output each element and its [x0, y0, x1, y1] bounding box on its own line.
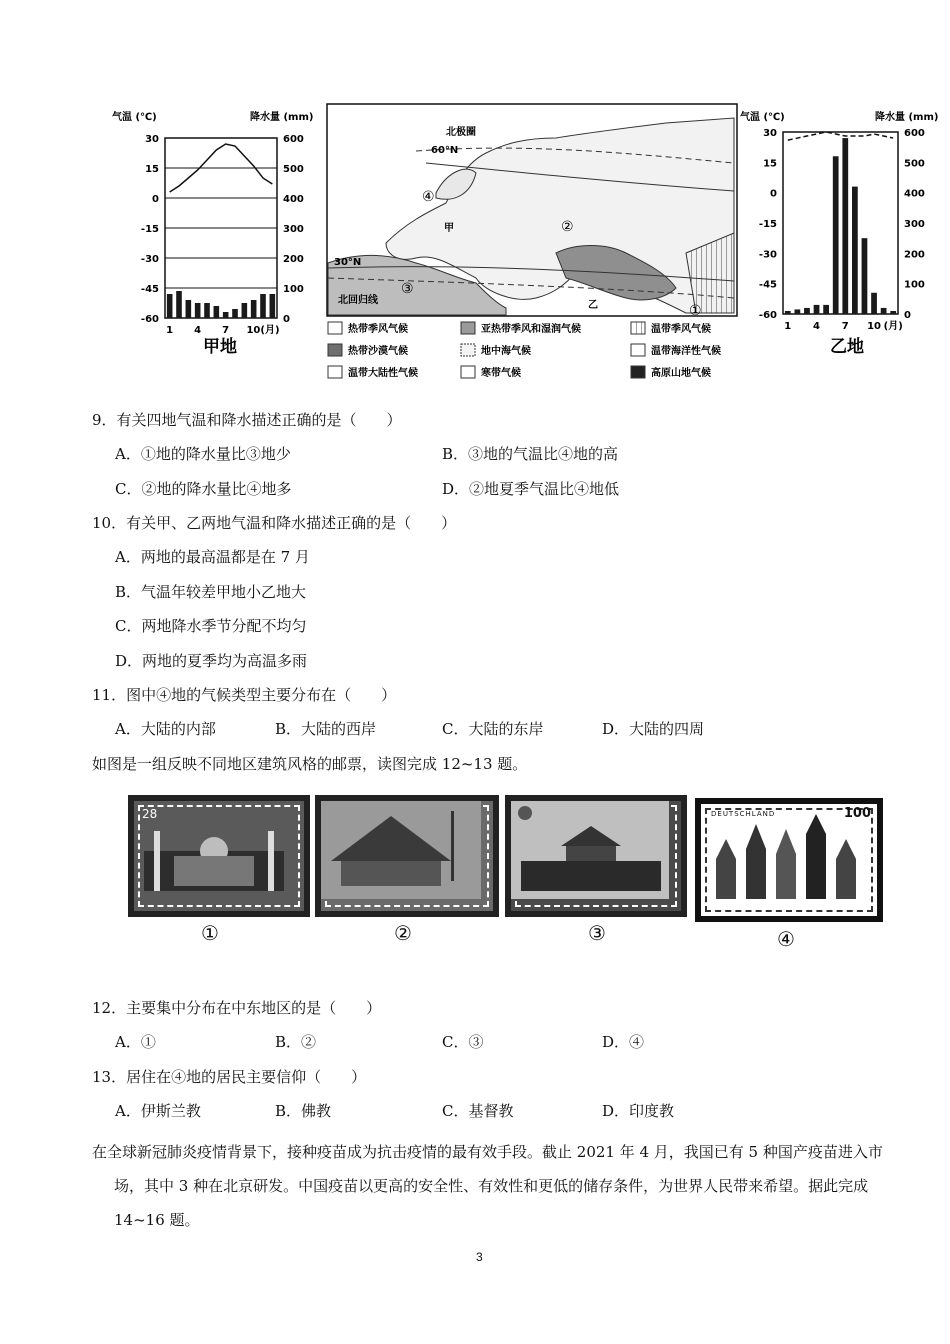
jia-precip-bar	[195, 303, 201, 318]
jia-precip-bar	[186, 300, 192, 318]
yi-precip-tick: 600	[904, 128, 925, 139]
map-marker-1: ①	[689, 303, 702, 319]
jia-month-tick: 4	[194, 325, 202, 336]
yi-precip-bar	[804, 308, 810, 314]
yi-precip-bar	[842, 138, 848, 314]
stamp-4-value: 100	[843, 806, 871, 821]
map-label-lat60: 60°N	[431, 145, 459, 156]
q13-option-c: C．基督教	[442, 1102, 514, 1120]
legend-item-2: 亚热带季风和湿润气候	[481, 324, 581, 335]
legend-swatch-6	[631, 344, 645, 356]
jia-precip-tick: 0	[283, 314, 290, 325]
yi-temp-tick: -15	[758, 219, 777, 230]
jia-month-tick: 1	[166, 325, 174, 336]
jia-caption: 甲地	[203, 337, 237, 357]
jia-precip-tick: 100	[283, 284, 304, 295]
jia-temp-axis-label: 气温 (℃)	[112, 112, 157, 123]
map-label-jia: 甲	[444, 223, 454, 234]
yi-precip-axis-label: 降水量 (mm)	[875, 112, 939, 123]
jia-precip-bar	[251, 300, 257, 318]
yi-precip-bar	[890, 311, 896, 314]
legend-item-3: 温带季风气候	[651, 324, 711, 335]
yi-precip-bar	[881, 308, 887, 314]
q13-option-b: B．佛教	[275, 1102, 332, 1120]
q9-option-b: B．③地的气温比④地的高	[442, 445, 619, 463]
climate-chart-jia	[110, 100, 325, 360]
yi-precip-bar	[852, 187, 858, 314]
jia-precip-axis-label: 降水量 (mm)	[250, 112, 314, 123]
climate-map	[326, 103, 738, 385]
jia-temp-tick: 0	[152, 194, 159, 205]
yi-precip-bar	[833, 156, 839, 314]
yi-precip-tick: 400	[904, 188, 925, 200]
yi-temp-tick: 0	[770, 188, 777, 200]
q10-option-d: D．两地的夏季均为高温多雨	[115, 652, 308, 670]
yi-precip-tick: 0	[904, 310, 911, 321]
legend-swatch-2	[461, 322, 475, 334]
legend-swatch-3	[631, 322, 645, 334]
jia-month-tick: 7	[222, 325, 230, 336]
jia-temp-tick: -15	[140, 224, 159, 235]
jia-precip-tick: 300	[283, 224, 304, 235]
jia-precip-bar	[214, 306, 220, 318]
yi-temp-tick: 30	[763, 128, 777, 139]
q12-option-c: C．③	[442, 1033, 484, 1051]
yi-precip-tick: 200	[904, 249, 925, 261]
q12-option-a: A．①	[115, 1033, 156, 1051]
stamp-4-country: DEUTSCHLAND	[711, 810, 776, 818]
map-marker-2: ②	[561, 219, 574, 235]
stamp-1-mosque-image	[134, 801, 292, 899]
yi-precip-bar	[871, 293, 877, 314]
jia-month-tick: 10(月)	[246, 325, 280, 336]
stamp-label-3: ③	[588, 921, 606, 945]
stamp-3	[505, 795, 687, 917]
q9-stem: 9．有关四地气温和降水描述正确的是（ ）	[92, 411, 402, 429]
jia-precip-bar	[167, 294, 173, 318]
legend-item-9: 高原山地气候	[651, 368, 711, 379]
q11-option-c: C．大陆的东岸	[442, 720, 544, 738]
chart-yi-svg	[738, 100, 950, 360]
q11-option-a: A．大陆的内部	[115, 720, 216, 738]
legend-item-6: 温带海洋性气候	[651, 346, 721, 357]
jia-precip-tick: 600	[283, 134, 304, 145]
yi-temp-tick: -45	[758, 279, 777, 291]
jia-temp-tick: -45	[140, 284, 159, 295]
legend-swatch-7	[328, 366, 342, 378]
yi-precip-tick: 500	[904, 158, 925, 170]
map-legend	[328, 322, 721, 379]
jia-precip-bar	[242, 303, 248, 318]
yi-temp-tick: -30	[758, 249, 777, 261]
map-marker-4: ④	[422, 189, 435, 205]
stamp-1	[128, 795, 310, 917]
legend-item-7: 温带大陆性气候	[348, 368, 418, 379]
legend-item-4: 热带沙漠气候	[348, 346, 408, 357]
map-label-arctic: 北极圈	[446, 127, 476, 138]
legend-swatch-1	[328, 322, 342, 334]
stamp-2	[315, 795, 499, 917]
jia-precip-tick: 200	[283, 254, 304, 265]
jia-precip-bar	[176, 291, 182, 318]
map-label-yi: 乙	[588, 300, 598, 311]
stamp-1-value: 28	[142, 807, 158, 821]
yi-month-tick: 7	[841, 321, 849, 332]
q10-option-b: B．气温年较差甲地小乙地大	[115, 583, 307, 601]
jia-temp-tick: -60	[140, 314, 159, 325]
stamp-4-city-image	[701, 804, 865, 904]
legend-swatch-8	[461, 366, 475, 378]
jia-precip-bar	[232, 309, 238, 318]
q12-stem: 12．主要集中分布在中东地区的是（ ）	[92, 999, 382, 1017]
jia-temp-tick: -30	[140, 254, 159, 265]
jia-precip-tick: 500	[283, 164, 304, 175]
yi-precip-bar	[785, 311, 791, 314]
yi-temp-axis-label: 气温 (℃)	[740, 112, 785, 123]
q11-stem: 11．图中④地的气候类型主要分布在（ ）	[92, 686, 397, 704]
yi-month-tick: 1	[784, 321, 792, 332]
yi-precip-bar	[795, 309, 801, 314]
jia-temp-tick: 15	[145, 164, 159, 175]
q10-option-a: A．两地的最高温都是在 7 月	[115, 548, 310, 566]
q9-option-d: D．②地夏季气温比④地低	[442, 480, 620, 498]
jia-precip-tick: 400	[283, 194, 304, 205]
page-number: 3	[476, 1250, 483, 1264]
q12-option-d: D．④	[602, 1033, 645, 1051]
yi-precip-bar	[814, 305, 820, 314]
q13-option-a: A．伊斯兰教	[115, 1102, 201, 1120]
intro-14-16: 在全球新冠肺炎疫情背景下，接种疫苗成为抗击疫情的最有效手段。截止 2021 年 4 月，我国已有 5 种国产疫苗进入市场，其中 3 种在北京研发。中国疫苗以更高的安全性、有效性和更低的储存条件，为世界人民带来希望。据此完成 14~16 题。	[92, 1143, 883, 1229]
q10-stem: 10．有关甲、乙两地气温和降水描述正确的是（ ）	[92, 514, 457, 532]
q9-option-c: C．②地的降水量比④地多	[115, 480, 292, 498]
q13-option-d: D．印度教	[602, 1102, 675, 1120]
yi-temp-line	[788, 132, 893, 140]
map-label-lat30: 30°N	[334, 257, 362, 268]
legend-swatch-4	[328, 344, 342, 356]
yi-month-tick: 10	[867, 321, 882, 332]
jia-precip-bar	[260, 294, 266, 318]
legend-item-5: 地中海气候	[481, 346, 531, 357]
chart-jia-svg	[110, 100, 325, 360]
jia-temp-tick: 30	[145, 134, 159, 145]
map-label-cancer: 北回归线	[338, 295, 378, 306]
stamp-3-palace-image	[511, 801, 669, 899]
stamp-label-2: ②	[394, 921, 412, 945]
legend-swatch-9	[631, 366, 645, 378]
stamp-4	[695, 798, 883, 922]
legend-swatch-5	[461, 344, 475, 356]
yi-temp-tick: 15	[763, 158, 777, 170]
intro-12-13: 如图是一组反映不同地区建筑风格的邮票，读图完成 12~13 题。	[92, 755, 528, 773]
map-marker-3: ③	[401, 281, 414, 297]
q13-stem: 13．居住在④地的居民主要信仰（ ）	[92, 1068, 367, 1086]
jia-precip-bar	[270, 294, 276, 318]
q12-option-b: B．②	[275, 1033, 317, 1051]
q10-option-c: C．两地降水季节分配不均匀	[115, 617, 307, 635]
q11-option-d: D．大陆的四周	[602, 720, 705, 738]
yi-temp-tick: -60	[758, 310, 777, 321]
climate-chart-yi	[738, 100, 950, 360]
yi-precip-tick: 300	[904, 219, 925, 230]
legend-item-8: 寒带气候	[481, 368, 521, 379]
yi-month-tick: 4	[813, 321, 821, 332]
yi-caption: 乙地	[830, 337, 864, 357]
yi-plot-frame	[783, 132, 898, 314]
q9-option-a: A．①地的降水量比③地少	[115, 445, 291, 463]
map-svg	[326, 103, 738, 385]
stamp-2-house-image	[321, 801, 481, 899]
q11-option-b: B．大陆的西岸	[275, 720, 377, 738]
legend-item-1: 热带季风气候	[348, 324, 408, 335]
jia-precip-bar	[204, 303, 210, 318]
jia-precip-bar	[223, 312, 229, 318]
yi-precip-bar	[823, 305, 829, 314]
yi-month-tick: (月)	[883, 321, 903, 332]
yi-precip-tick: 100	[904, 279, 925, 291]
yi-precip-bar	[862, 238, 868, 314]
stamp-label-4: ④	[777, 927, 795, 951]
stamp-label-1: ①	[201, 921, 219, 945]
